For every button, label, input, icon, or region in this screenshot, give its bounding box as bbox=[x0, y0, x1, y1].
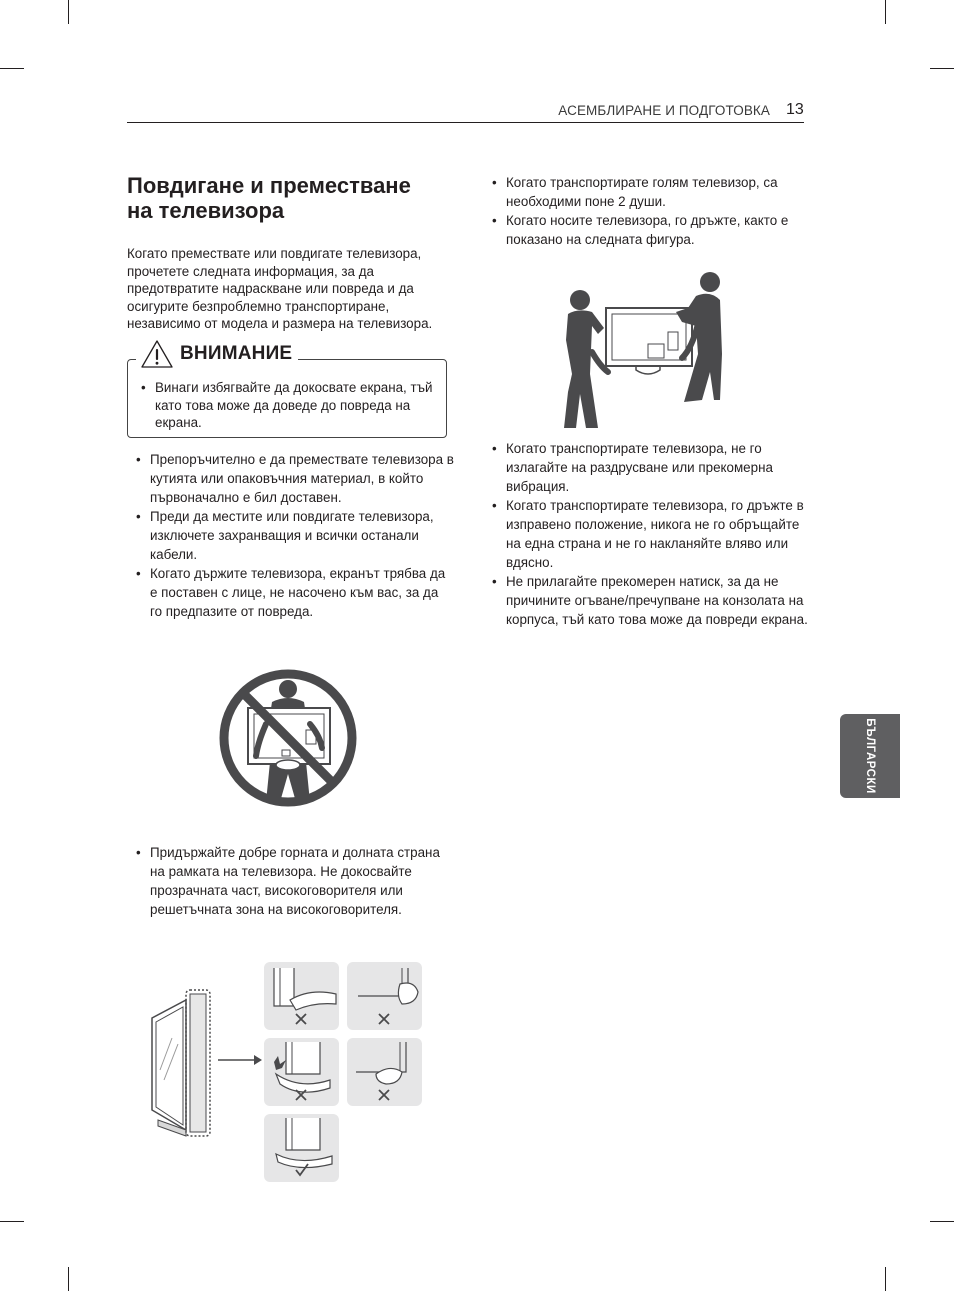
language-tab-label: БЪЛГАРСКИ bbox=[864, 718, 876, 794]
caution-list bbox=[141, 379, 440, 432]
list-item: • Когато държите телевизора, екранът трябва да е поставен с лице, не насочено към вас, за да го предпазите от повреда. bbox=[136, 564, 454, 621]
caution-box bbox=[127, 343, 447, 438]
crop-mark bbox=[0, 68, 24, 69]
page-title bbox=[127, 173, 457, 223]
list-item: • Когато носите телевизора, го дръжте, както е показано на следната фигура. bbox=[492, 211, 810, 249]
crop-mark bbox=[930, 1221, 954, 1222]
section-header: АСЕМБЛИРАНЕ И ПОДГОТОВКА bbox=[558, 103, 770, 118]
crop-mark bbox=[0, 1221, 24, 1222]
holding-option-5 bbox=[264, 1114, 339, 1182]
caution-title: ВНИМАНИЕ bbox=[180, 343, 293, 364]
warning-triangle-icon bbox=[140, 338, 174, 370]
holding-option-3 bbox=[264, 1038, 339, 1106]
header-rule bbox=[127, 122, 804, 123]
holding-option-2 bbox=[347, 962, 422, 1030]
caution-item: • Винаги избягвайте да докосвате екрана, тъй като това може да доведе до повреда на екрана. bbox=[141, 379, 440, 432]
bullet-list-left-top bbox=[136, 450, 454, 621]
bullet-list-left-bottom bbox=[136, 843, 454, 919]
crop-mark bbox=[68, 0, 69, 24]
two-people-carrying-illustration bbox=[564, 270, 724, 428]
page-title-line-2: на телевизора bbox=[127, 198, 285, 223]
list-item: • Когато транспортирате голям телевизор, са необходими поне 2 души. bbox=[492, 173, 810, 211]
list-item: • Преди да местите или повдигате телевизора, изключете захранващия и всички останали кабели. bbox=[136, 507, 454, 564]
intro-paragraph: Когато премествате или повдигате телевизора, прочетете следната информация, за да предотвратите надраскване или повреда и да осигурите безпроблемно транспортиране, независимо от модела и размера на телевизора. bbox=[127, 246, 433, 332]
page-title-line-1: Повдигане и преместване bbox=[127, 173, 411, 198]
prohibited-carry-illustration bbox=[216, 666, 360, 810]
bullet-list-right-top bbox=[492, 173, 810, 249]
bullet-list-right-bottom bbox=[492, 439, 810, 629]
crop-mark bbox=[68, 1267, 69, 1291]
tv-side-view bbox=[152, 990, 210, 1136]
list-item: • Препоръчително е да премествате телевизора в кутията или опаковъчния материал, в който първоначално е бил доставен. bbox=[136, 450, 454, 507]
crop-mark bbox=[930, 68, 954, 69]
page-number: 13 bbox=[786, 101, 804, 118]
holding-option-1 bbox=[264, 962, 339, 1030]
crop-mark bbox=[885, 0, 886, 24]
list-item: • Не прилагайте прекомерен натиск, за да не причините огъване/пречупване на конзолата на корпуса, тъй като това може да повреди екрана. bbox=[492, 572, 810, 629]
caution-header bbox=[136, 336, 298, 372]
list-item: • Когато транспортирате телевизора, го дръжте в изправено положение, никога не го обръщайте на една страна и не го накланяйте вляво или вдясно. bbox=[492, 496, 810, 572]
holding-option-4 bbox=[347, 1038, 422, 1106]
list-item: • Когато транспортирате телевизора, не го излагайте на раздрусване или прекомерна вибрация. bbox=[492, 439, 810, 496]
crop-mark bbox=[885, 1267, 886, 1291]
tv-holding-diagram bbox=[150, 960, 424, 1184]
list-item: • Придържайте добре горната и долната страна на рамката на телевизора. Не докосвайте прозрачната част, високоговорителя или решетъчната зона на високоговорителя. bbox=[136, 843, 454, 919]
language-tab bbox=[840, 714, 900, 798]
arrow-icon bbox=[218, 1055, 262, 1065]
